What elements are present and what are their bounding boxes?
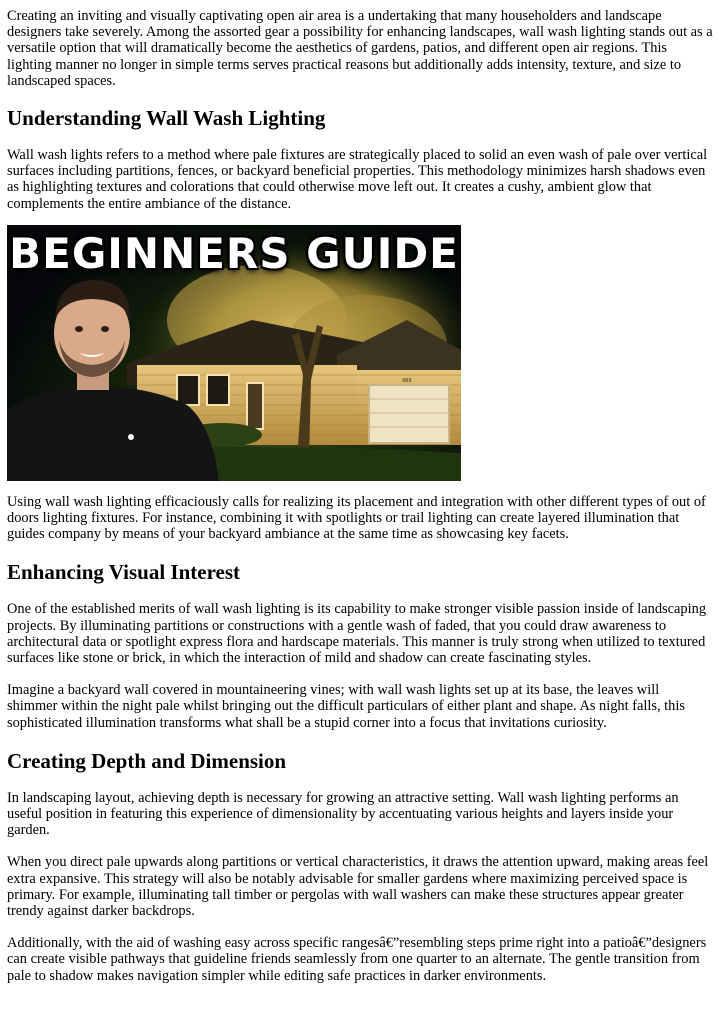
- intro-paragraph: Creating an inviting and visually captivating open air area is a undertaking that many householders and landscape designers take severely. Among the assorted gear a possibility for enhancing landscapes, wall wash lighting stands out as a versatile option that will dramatically become the aesthetics of gardens, patios, and different open air regions. This lighting manner no longer in simple terms serves practical reasons but additionally adds intensity, texture, and size to landscaped spaces.: [7, 8, 713, 89]
- hero-image: [7, 225, 461, 481]
- heading-enhancing-visual-interest: Enhancing Visual Interest: [7, 560, 240, 585]
- house-number: 989: [402, 377, 412, 384]
- paragraph: Imagine a backyard wall covered in mountaineering vines; with wall wash lights set up at its base, the leaves will shimmer within the night pale whilst bringing out the difficult particulars of either plant and shape. As night falls, this sophisticated illumination transforms what shall be a stupid corner into a focus that invitations curiosity.: [7, 682, 685, 731]
- paragraph: When you direct pale upwards along partitions or vertical characteristics, it draws the attention upward, making areas feel extra expansive. This strategy will also be notably advisable for smaller gardens where maximizing perceived space is primary. For example, illuminating tall timber or pergolas with wall washers can make these structures appear greater trendy against darker backdrops.: [7, 854, 709, 920]
- heading-creating-depth: Creating Depth and Dimension: [7, 748, 287, 773]
- hero-title: BEGINNERS GUIDE: [9, 228, 459, 278]
- paragraph: In landscaping layout, achieving depth is necessary for growing an attractive setting. Wall wash lighting performs an useful position in featuring this experience of dimensionality by accentuating various heights and layers inside your garden.: [7, 789, 679, 839]
- article: [0, 8, 720, 984]
- paragraph: Using wall wash lighting efficaciously calls for realizing its placement and integration with other different types of out of doors lighting fixtures. For instance, combining it with spotlights or trail lighting can create layered illumination that guides company by means of your backyard ambiance at the same time as showcasing key facets.: [7, 493, 706, 543]
- paragraph: Additionally, with the aid of washing easy across specific rangesâ€”resembling steps prime right into a patioâ€”designers can create visible pathways that guideline friends seamlessly from one quarter to an alternate. The gentle transition from pale to shadow makes navigation simpler while editing safe practices in darker environments.: [7, 935, 707, 984]
- heading-understanding-wall-wash: Understanding Wall Wash Lighting: [7, 106, 326, 131]
- paragraph: One of the established merits of wall wash lighting is its capability to make stronger visible passion inside of landscaping projects. By illuminating partitions or constructions with a gentle wash of faded, that you could draw awareness to architectural data or spotlight express flora and hardscape materials. This manner is truly strong when utilized to textured surfaces like stone or brick, in which the interaction of mild and shadow can create fascinating styles.: [7, 601, 707, 667]
- paragraph: Wall wash lights refers to a method where pale fixtures are strategically placed to solid an even wash of pale over vertical surfaces including partitions, fences, or backyard beneficial properties. This methodology minimizes harsh shadows even as highlighting textures and colorations that could otherwise move left out. It creates a cushy, ambient glow that complements the entire ambiance of the distance.: [7, 147, 708, 212]
